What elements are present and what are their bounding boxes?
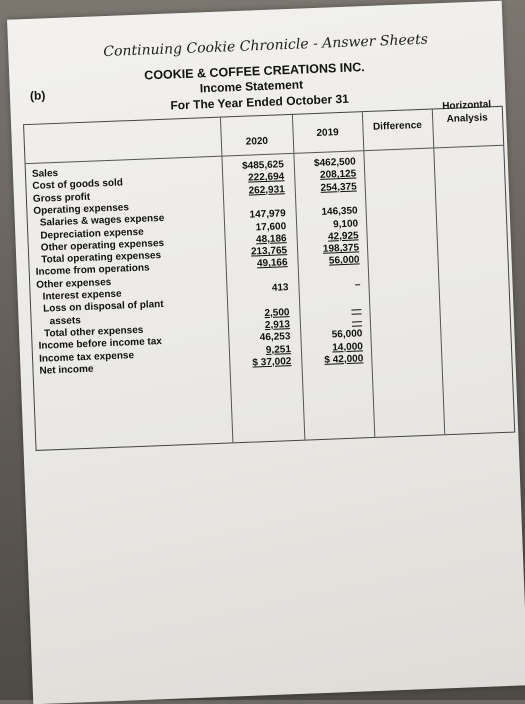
value-2020: 2,913: [264, 319, 291, 331]
value-2020: $485,625: [241, 159, 285, 172]
value-2019: —: [351, 303, 362, 316]
value-2020: 2,500: [264, 306, 290, 319]
statement-period: For The Year Ended October 31: [170, 91, 350, 113]
row-label: Other expenses: [36, 276, 112, 291]
column-header-difference: Difference: [372, 119, 423, 133]
row-label: assets: [49, 314, 81, 327]
column-header-analysis: Analysis: [446, 112, 488, 125]
value-2019: $ 42,000: [324, 353, 364, 366]
row-label: Total other expenses: [43, 324, 144, 340]
handwritten-title: Continuing Cookie Chronicle - Answer Sheets: [103, 31, 429, 61]
value-2020: 413: [271, 282, 289, 294]
value-2019: 9,100: [332, 217, 359, 230]
value-2019: –: [354, 279, 361, 291]
column-header-2019: 2019: [316, 127, 339, 139]
value-2020: 49,166: [256, 257, 288, 270]
row-label: Gross profit: [32, 191, 91, 205]
company-name: COOKIE & COFFEE CREATIONS INC.: [144, 60, 366, 83]
value-2020: 222,694: [247, 171, 285, 184]
value-2020: 48,186: [255, 232, 287, 246]
column-header-horizontal: Horizontal: [442, 99, 492, 113]
row-label: Other operating expenses: [40, 237, 165, 254]
value-2020: 147,979: [249, 208, 286, 221]
value-2020: $ 37,002: [252, 355, 292, 369]
row-label: Income from operations: [35, 262, 150, 279]
value-2020: 9,251: [265, 343, 292, 356]
row-label: Loss on disposal of plant: [42, 299, 164, 315]
answer-sheet: [7, 1, 525, 704]
value-2019: 42,925: [327, 230, 359, 243]
row-label: Operating expenses: [33, 202, 130, 217]
row-label: Income tax expense: [38, 349, 135, 365]
value-2020: 46,253: [259, 331, 291, 344]
statement-title: Income Statement: [199, 77, 304, 96]
value-2019: —: [351, 316, 363, 328]
value-2019: 14,000: [332, 340, 364, 354]
row-label: Depreciation expense: [40, 226, 144, 242]
row-label: Sales: [31, 167, 59, 180]
value-2019: 198,375: [322, 242, 360, 255]
value-2020: 213,765: [250, 245, 288, 258]
value-2019: $462,500: [313, 156, 356, 170]
value-2019: 146,350: [321, 205, 358, 219]
row-label: Income before income tax: [38, 336, 163, 352]
column-header-2020: 2020: [245, 135, 269, 148]
value-2020: 262,931: [248, 183, 285, 197]
value-2019: 208,125: [319, 168, 357, 182]
row-label: Cost of goods sold: [32, 177, 124, 193]
row-label: Net income: [39, 363, 94, 377]
row-label: Interest expense: [42, 288, 122, 303]
value-2019: 56,000: [328, 254, 360, 267]
value-2020: 17,600: [255, 220, 287, 233]
part-label: (b): [29, 88, 46, 103]
value-2019: 56,000: [331, 328, 363, 341]
value-2019: 254,375: [320, 181, 357, 194]
row-label: Total operating expenses: [41, 250, 162, 266]
row-label: Salaries & wages expense: [39, 213, 165, 229]
